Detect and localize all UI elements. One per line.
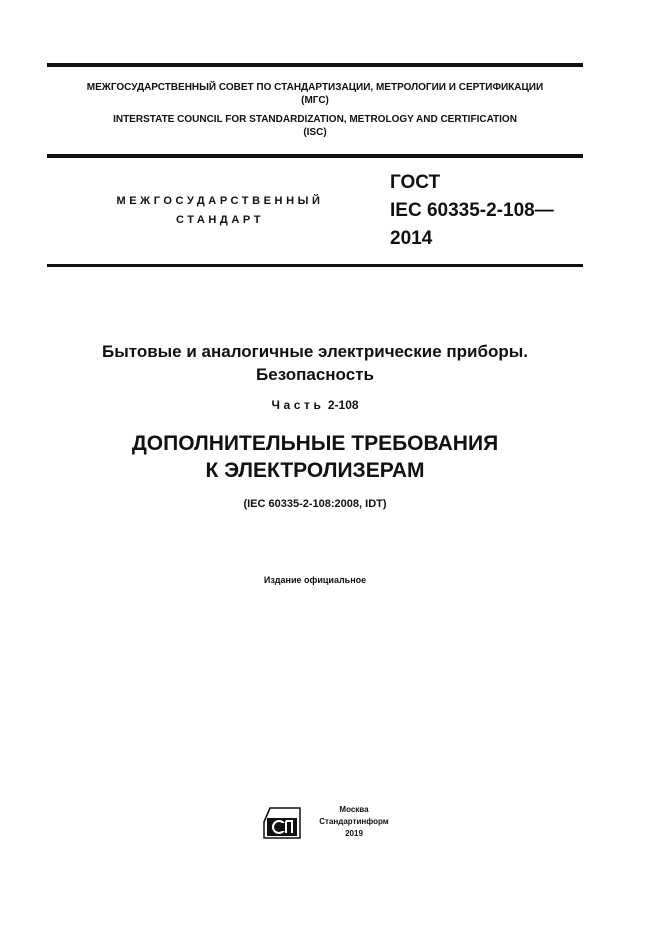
council-en-abbreviation: (ISC) <box>303 127 327 138</box>
council-en-name: INTERSTATE COUNCIL FOR STANDARDIZATION, METROLOGY AND CERTIFICATION <box>113 114 517 125</box>
council-en-block <box>47 113 583 139</box>
designation-line3: 2014 <box>390 228 433 249</box>
middle-rule <box>47 154 583 158</box>
title-line2: Безопасность <box>256 365 374 384</box>
subtitle-line1: ДОПОЛНИТЕЛЬНЫЕ ТРЕБОВАНИЯ <box>131 432 499 455</box>
top-rule <box>47 63 583 67</box>
iec-reference: (IEC 60335-2-108:2008, IDT) <box>243 498 387 510</box>
standard-designation <box>390 169 590 253</box>
edition-note: Издание официальное <box>263 575 367 585</box>
publisher-name: Стандартинформ <box>319 817 389 826</box>
bottom-rule <box>47 264 583 267</box>
standard-label-line2: СТАНДАРТ <box>175 214 265 226</box>
publisher-block <box>306 804 402 840</box>
council-ru-abbreviation: (МГС) <box>301 95 329 106</box>
council-ru-name: МЕЖГОСУДАРСТВЕННЫЙ СОВЕТ ПО СТАНДАРТИЗАЦИИ, МЕТРОЛОГИИ И СЕРТИФИКАЦИИ <box>86 82 544 93</box>
designation-line2: IEC 60335-2-108— <box>390 200 554 221</box>
document-title <box>47 340 583 386</box>
part-label <box>47 396 583 414</box>
council-ru-block <box>47 81 583 107</box>
publisher-city: Москва <box>339 805 369 814</box>
standartinform-logo-icon <box>262 806 302 840</box>
document-subtitle <box>47 430 583 484</box>
publisher-year: 2019 <box>345 829 363 838</box>
part-word: Часть <box>271 398 325 412</box>
subtitle-line2: К ЭЛЕКТРОЛИЗЕРАМ <box>205 459 425 482</box>
standard-label-line1: МЕЖГОСУДАРСТВЕННЫЙ <box>116 195 324 207</box>
designation-line1: ГОСТ <box>390 172 441 193</box>
title-line1: Бытовые и аналогичные электрические приборы. <box>101 342 528 361</box>
part-number: 2-108 <box>327 398 359 412</box>
